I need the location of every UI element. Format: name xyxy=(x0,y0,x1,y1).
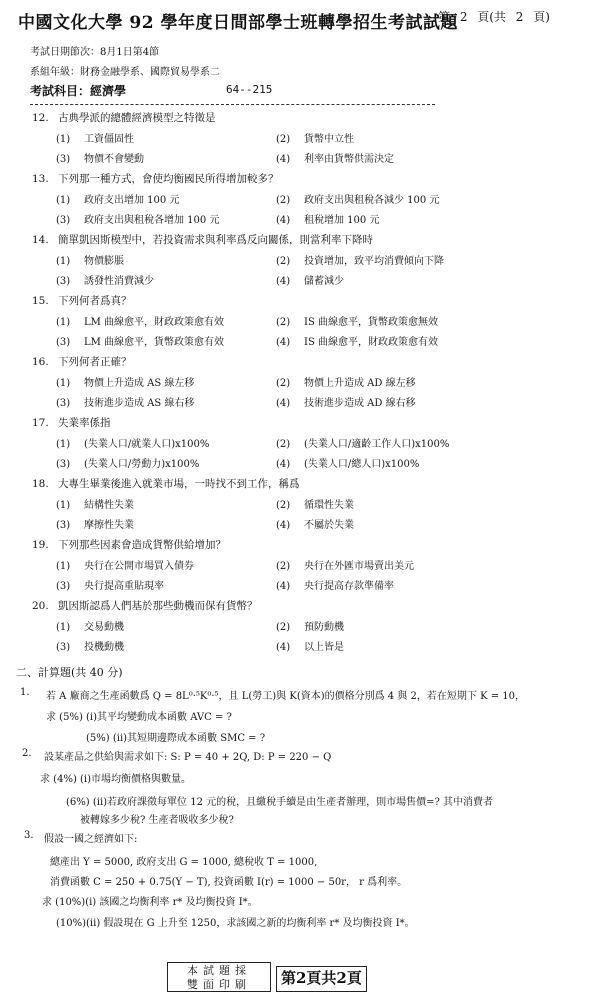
question-number: 19. xyxy=(32,539,49,551)
option-text: 交易動機 xyxy=(84,622,124,633)
option-number: (4) xyxy=(276,642,291,653)
question xyxy=(32,293,132,308)
option-number: (2) xyxy=(276,622,291,633)
problem-line: 總產出 Y = 5000, 政府支出 G = 1000, 總稅收 T = 1000, xyxy=(50,857,318,868)
problem-line: 求 (4%) (i)市場均衡價格與數量。 xyxy=(40,774,192,785)
answer-option xyxy=(276,455,419,470)
problem-line: (5%) (ii)其短期邊際成本函數 SMC = ? xyxy=(86,733,266,744)
question-number: 15. xyxy=(32,295,49,307)
question-text: 凱因斯認爲人們基於那些動機而保有貨幣？ xyxy=(58,600,258,612)
question-number: 16. xyxy=(32,356,49,368)
option-text: 貨幣中立性 xyxy=(304,134,354,145)
option-number: (2) xyxy=(276,439,291,450)
option-number: (2) xyxy=(276,256,291,267)
option-number: (3) xyxy=(56,642,71,653)
answer-option xyxy=(56,455,199,470)
option-number: (4) xyxy=(276,337,291,348)
option-text: 以上皆是 xyxy=(304,642,344,653)
option-text: 投資增加，致平均消費傾向下降 xyxy=(304,256,444,267)
option-number: (2) xyxy=(276,317,291,328)
option-text: 物價膨脹 xyxy=(84,256,124,267)
answer-option xyxy=(276,516,354,531)
question-text: 下列何者正確？ xyxy=(58,356,132,368)
stamp-line: 雙面印刷 xyxy=(187,978,251,991)
option-text: 儲蓄減少 xyxy=(304,276,344,287)
answer-option xyxy=(276,272,344,287)
department: 系組年級：財務金融學系、國際貿易學系二 xyxy=(30,67,220,78)
problem-line: 被轉嫁多少稅? 生產者吸收多少稅? xyxy=(80,815,234,826)
question xyxy=(32,354,132,369)
option-number: (1) xyxy=(56,256,71,267)
answer-option xyxy=(56,496,134,511)
option-text: 投機動機 xyxy=(84,642,124,653)
option-text: 結構性失業 xyxy=(84,500,134,511)
question-text: 簡單凱因斯模型中，若投資需求與利率爲反向關係，則當利率下降時 xyxy=(58,234,373,246)
option-text: 央行在外匯市場賣出美元 xyxy=(304,561,414,572)
question-number: 17. xyxy=(32,417,49,429)
problem-number: 3. xyxy=(24,830,34,841)
option-text: IS 曲線愈平，貨幣政策愈無效 xyxy=(304,317,438,328)
problem-line: 求 (5%) (i)其平均變動成本函數 AVC = ? xyxy=(46,712,232,723)
option-text: 物價上升造成 AD 線左移 xyxy=(304,378,416,389)
answer-option xyxy=(276,496,354,511)
answer-option xyxy=(56,313,224,328)
option-number: (1) xyxy=(56,134,71,145)
option-number: (4) xyxy=(276,581,291,592)
answer-option xyxy=(276,374,416,389)
option-text: 租稅增加 100 元 xyxy=(304,215,380,226)
option-text: 摩擦性失業 xyxy=(84,520,134,531)
page-box: 第2頁共2頁 xyxy=(276,966,367,992)
problem-line: 假設一國之經濟如下: xyxy=(44,834,138,845)
question xyxy=(32,537,226,552)
option-number: (1) xyxy=(56,561,71,572)
option-number: (3) xyxy=(56,337,71,348)
answer-option xyxy=(56,150,144,165)
question xyxy=(32,171,279,186)
option-number: (4) xyxy=(276,520,291,531)
question-text: 大專生畢業後進入就業市場，一時找不到工作，稱爲 xyxy=(58,478,300,490)
stamp-line: 本試題採 xyxy=(187,964,251,977)
answer-option xyxy=(276,638,344,653)
answer-option xyxy=(276,313,438,328)
problem-number: 2. xyxy=(22,748,32,759)
exam-title: 中國文化大學 92 學年度日間部學士班轉學招生考試試題 xyxy=(18,13,458,33)
answer-option xyxy=(276,394,416,409)
answer-option xyxy=(276,618,344,633)
answer-option xyxy=(56,374,194,389)
option-text: 工資僵固性 xyxy=(84,134,134,145)
option-number: (4) xyxy=(276,459,291,470)
option-text: 預防動機 xyxy=(304,622,344,633)
answer-option xyxy=(56,516,134,531)
problem-line: 設某產品之供給與需求如下: S: P = 40 + 2Q, D: P = 220 − Q xyxy=(44,752,332,763)
option-number: (3) xyxy=(56,520,71,531)
option-number: (4) xyxy=(276,276,291,287)
option-text: 利率由貨幣供需決定 xyxy=(304,154,394,165)
answer-option xyxy=(56,211,219,226)
answer-option xyxy=(276,333,438,348)
question-number: 20. xyxy=(32,600,49,612)
problem-line: 消費函數 C = 250 + 0.75(Y − T), 投資函數 I(r) = 1000 − 50r， r 爲利率。 xyxy=(50,877,408,888)
question xyxy=(32,415,111,430)
answer-option xyxy=(56,435,209,450)
option-text: 央行提高存款準備率 xyxy=(304,581,394,592)
option-text: 政府支出增加 100 元 xyxy=(84,195,180,206)
option-number: (2) xyxy=(276,195,291,206)
answer-option xyxy=(276,577,394,592)
section-heading: 二、計算題(共 40 分) xyxy=(16,666,123,679)
answer-option xyxy=(56,618,124,633)
question-text: 下列那些因素會造成貨幣供給增加？ xyxy=(58,539,226,551)
problem-number: 1. xyxy=(20,687,30,698)
problem-line: (6%) (ii)若政府課徵每單位 12 元的稅，且繳稅手續是由生產者辦理，則市場售價=? 其中消費者 xyxy=(66,797,494,808)
header-divider xyxy=(30,104,435,105)
option-number: (1) xyxy=(56,195,71,206)
option-text: 物價不會變動 xyxy=(84,154,144,165)
answer-option xyxy=(56,272,154,287)
question-text: 下列那一種方式，會使均衡國民所得增加較多？ xyxy=(58,173,279,185)
question-number: 12. xyxy=(32,112,49,124)
option-number: (3) xyxy=(56,459,71,470)
answer-option xyxy=(276,435,449,450)
option-number: (1) xyxy=(56,622,71,633)
option-number: (3) xyxy=(56,398,71,409)
answer-option xyxy=(276,557,414,572)
option-number: (4) xyxy=(276,215,291,226)
option-number: (3) xyxy=(56,581,71,592)
option-number: (3) xyxy=(56,276,71,287)
answer-option xyxy=(56,638,124,653)
question xyxy=(32,110,216,125)
option-text: 政府支出與租稅各減少 100 元 xyxy=(304,195,440,206)
option-number: (4) xyxy=(276,154,291,165)
answer-option xyxy=(276,191,439,206)
option-text: LM 曲線愈平，財政政策愈有效 xyxy=(84,317,225,328)
problem-line: 求 (10%)(i) 該國之均衡利率 r* 及均衡投資 I*。 xyxy=(42,897,258,908)
option-number: (3) xyxy=(56,215,71,226)
option-text: LM 曲線愈平，貨幣政策愈有效 xyxy=(84,337,225,348)
option-text: 循環性失業 xyxy=(304,500,354,511)
option-text: 物價上升造成 AS 線左移 xyxy=(84,378,195,389)
option-number: (1) xyxy=(56,500,71,511)
option-number: (2) xyxy=(276,378,291,389)
option-text: (失業人口/總人口)x100% xyxy=(304,459,420,470)
option-text: (失業人口/適齡工作人口)x100% xyxy=(304,439,450,450)
option-number: (2) xyxy=(276,561,291,572)
option-number: (4) xyxy=(276,398,291,409)
option-text: 央行提高重貼現率 xyxy=(84,581,164,592)
option-text: 不屬於失業 xyxy=(304,520,354,531)
option-number: (3) xyxy=(56,154,71,165)
option-text: 技術進步造成 AS 線右移 xyxy=(84,398,195,409)
option-number: (1) xyxy=(56,317,71,328)
option-number: (1) xyxy=(56,439,71,450)
answer-option xyxy=(276,130,354,145)
question-text: 失業率係指 xyxy=(58,417,111,429)
question-text: 古典學派的總體經濟模型之特徵是 xyxy=(58,112,216,124)
option-text: IS 曲線愈平，財政政策愈有效 xyxy=(304,337,438,348)
answer-option xyxy=(276,252,444,267)
question xyxy=(32,232,373,247)
exam-date: 考試日期節次：8月1日第4節 xyxy=(30,47,160,58)
option-text: 央行在公開市場買入債券 xyxy=(84,561,194,572)
answer-option xyxy=(276,211,379,226)
question-text: 下列何者爲真？ xyxy=(58,295,132,307)
answer-option xyxy=(56,577,164,592)
option-text: (失業人口/勞動力)x100% xyxy=(84,459,200,470)
question xyxy=(32,598,258,613)
page-indicator: 第 2 頁(共 2 頁) xyxy=(438,10,550,24)
answer-option xyxy=(56,252,124,267)
option-text: 誘發性消費減少 xyxy=(84,276,154,287)
option-text: (失業人口/就業人口)x100% xyxy=(84,439,210,450)
problem-line: (10%)(ii) 假設現在 G 上升至 1250，求該國之新的均衡利率 r* 及均衡投資 I*。 xyxy=(56,918,415,929)
problem-line: 若 A 廠商之生產函數爲 Q = 8L⁰·⁵K⁰·⁵，且 L(勞工)與 K(資本)的價格分別爲 4 與 2，若在短期下 K = 10， xyxy=(46,691,526,702)
option-text: 政府支出與租稅各增加 100 元 xyxy=(84,215,220,226)
answer-option xyxy=(276,150,394,165)
option-number: (2) xyxy=(276,134,291,145)
option-text: 技術進步造成 AD 線右移 xyxy=(304,398,416,409)
answer-option xyxy=(56,333,224,348)
answer-option xyxy=(56,130,134,145)
option-number: (1) xyxy=(56,378,71,389)
answer-option xyxy=(56,557,194,572)
subject: 考試科目：經濟學 xyxy=(30,84,127,98)
question xyxy=(32,476,300,491)
question-number: 13. xyxy=(32,173,49,185)
question-number: 14. xyxy=(32,234,49,246)
option-number: (2) xyxy=(276,500,291,511)
question-number: 18. xyxy=(32,478,49,490)
double-sided-stamp xyxy=(167,962,271,992)
answer-option xyxy=(56,394,194,409)
answer-option xyxy=(56,191,179,206)
subject-code: 64--215 xyxy=(226,83,273,96)
